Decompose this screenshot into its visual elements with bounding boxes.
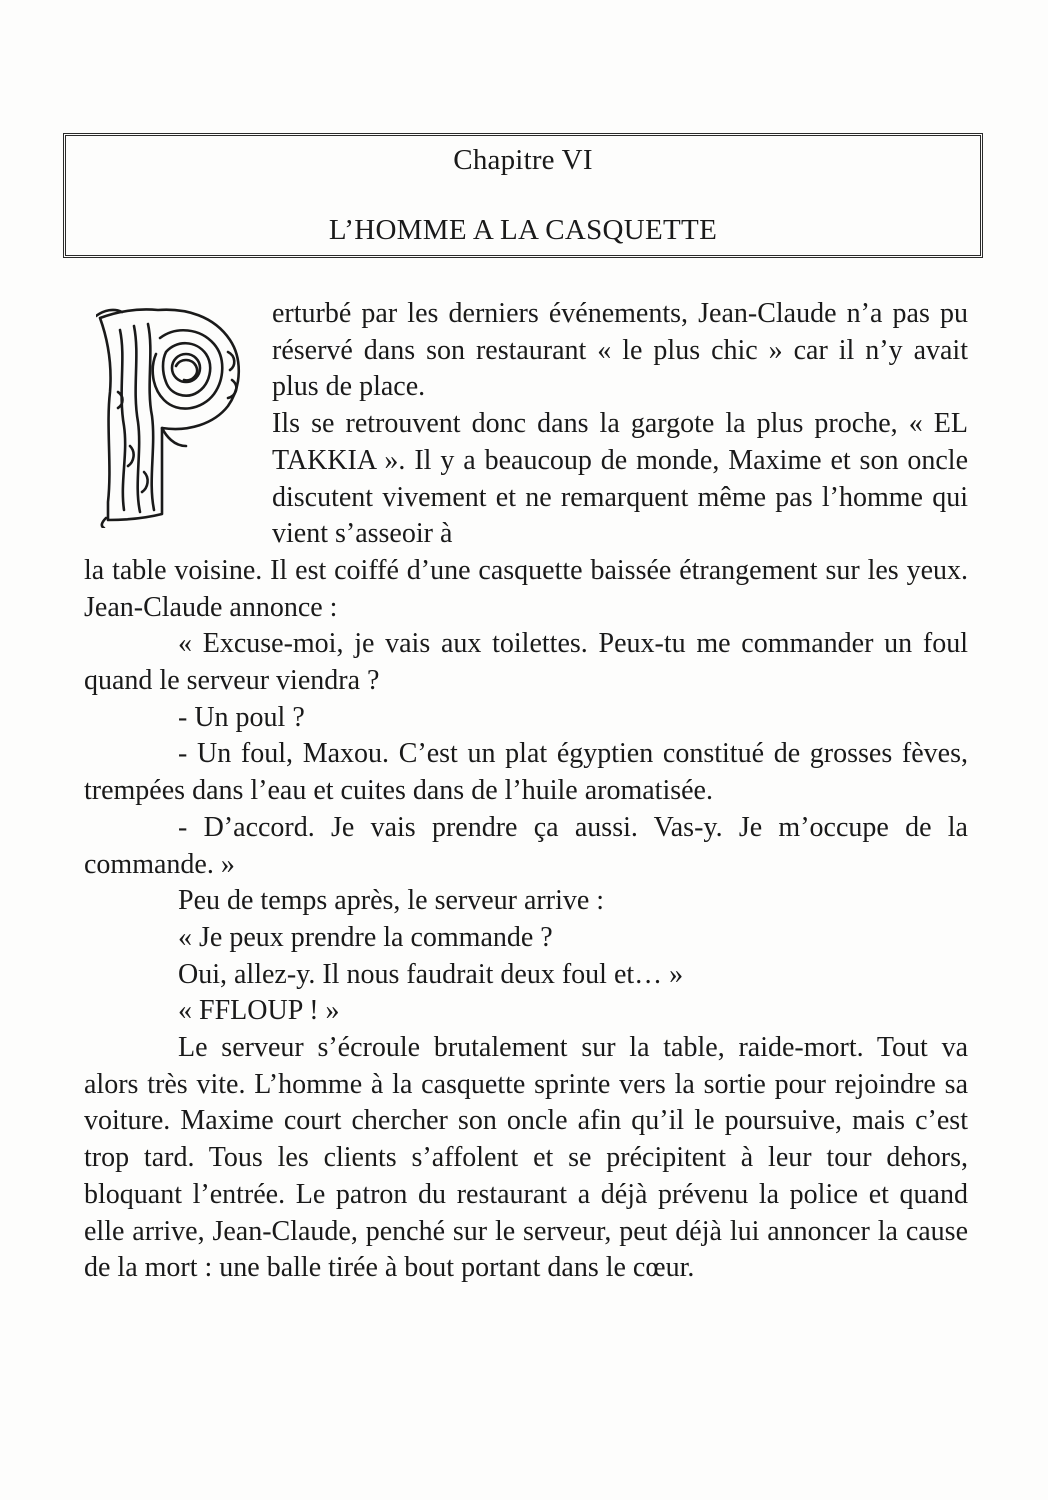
chapter-title: L’HOMME A LA CASQUETTE (328, 214, 718, 246)
paragraph-5: - Un poul ? (178, 701, 305, 733)
paragraph-4: « Excuse-moi, je vais aux toilettes. Peux-tu me commander un foul quand le serveur viendra ? (84, 628, 968, 697)
paragraph-8: Peu de temps après, le serveur arrive : (178, 885, 605, 917)
body-text (84, 296, 968, 1287)
paragraph-12: Le serveur s’écroule brutalement sur la table, raide-mort. Tout va alors très vite. L’homme à la casquette sprinte vers la sortie pour rejoindre sa voiture. Maxime court chercher son oncle afin qu’il le poursuive, mais c’est trop tard. Tous les clients s’affolent et se précipitent à leur tour dehors, bloquant l’entrée. Le patron du restaurant a déjà prévenu la police et quand elle arrive, Jean-Claude, penché sur le serveur, peut déjà lui annoncer la cause de la mort : une balle tirée à bout portant dans le cœur. (84, 1032, 968, 1284)
paragraph-10: Oui, allez-y. Il nous faudrait deux foul et… » (178, 958, 684, 990)
paragraph-7: - D’accord. Je vais prendre ça aussi. Vas-y. Je m’occupe de la commande. » (84, 811, 968, 880)
paragraph-2: Ils se retrouvent donc dans la gargote la plus proche, « EL TAKKIA ». Il y a beaucoup de monde, Maxime et son oncle discutent vivement et ne remarquent même pas l’homme qui vient s’asseoir à (272, 408, 968, 550)
chapter-header-box (63, 133, 983, 258)
paragraph-9: « Je peux prendre la commande ? (178, 921, 553, 953)
paragraph-1: erturbé par les derniers événements, Jean-Claude n’a pas pu réservé dans son restaurant « le plus chic » car il n’y avait plus de place. (272, 298, 968, 403)
paragraph-6: - Un foul, Maxou. C’est un plat égyptien constitué de grosses fèves, trempées dans l’eau et cuites dans de l’huile aromatisée. (84, 738, 968, 807)
chapter-label: Chapitre VI (453, 144, 593, 176)
paragraph-3: la table voisine. Il est coiffé d’une casquette baissée étrangement sur les yeux. Jean-Claude annonce : (84, 554, 968, 623)
paragraph-11: « FFLOUP ! » (178, 995, 340, 1027)
